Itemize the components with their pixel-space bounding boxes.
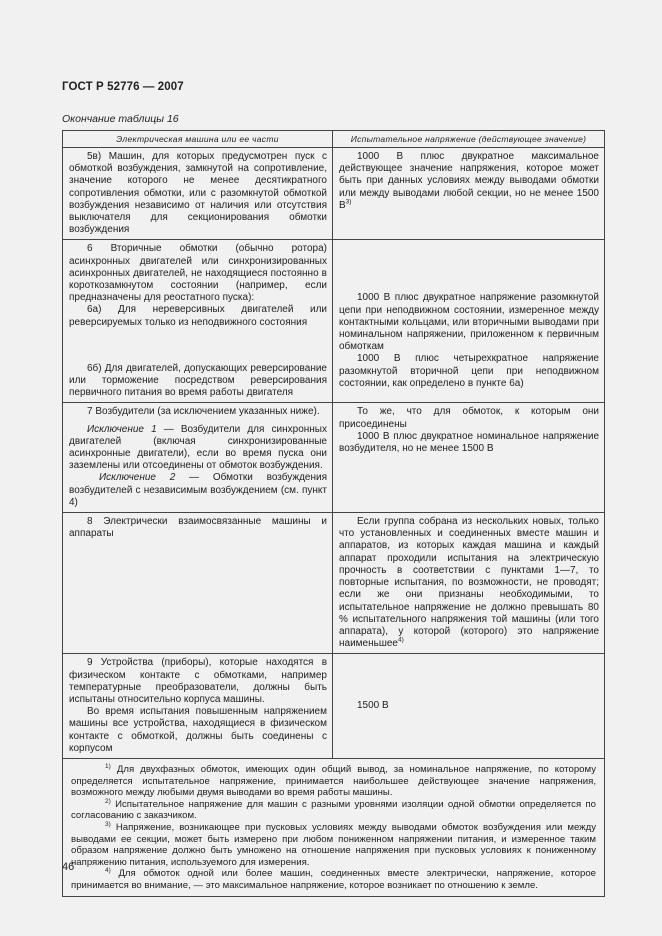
page-number: 46 (62, 861, 75, 873)
column-header-machine: Электрическая машина или ее части (63, 131, 333, 148)
footnote-ref: 4) (397, 636, 404, 644)
table-row (63, 513, 605, 654)
row-6b-machine: 6б) Для двигателей, допускающих реверсирование или торможение посредством реверсирования первичного питания во время работы двигателя (69, 362, 327, 399)
document-header: ГОСТ Р 52776 — 2007 (62, 81, 184, 93)
row-9-machine: 9 Устройства (приборы), которые находятся в физическом контакте с обмотками, например температурные преобразователи, должны быть испытаны относительно корпуса машины. (69, 657, 327, 705)
row-9-voltage: 1500 В (357, 700, 389, 712)
column-header-voltage: Испытательное напряжение (действующее значение) (333, 131, 605, 148)
footnotes-row (63, 758, 605, 897)
row-9-machine-b: Во время испытания повышенным напряжением машины все устройства, находящиеся в физическом контакте с обмоткой, должны быть соединены с корпусом (69, 706, 327, 754)
row-7-machine: 7 Возбудители (за исключением указанных ниже). (87, 406, 320, 418)
footnote-ref: 3) (345, 198, 352, 206)
row-7-voltage-b: 1000 В плюс двукратное номинальное напряжение возбудителя, но не менее 1500 В (339, 430, 599, 455)
row-6a-machine: 6а) Для нереверсивных двигателей или реверсируемых только из неподвижного состояния (69, 304, 327, 328)
footnote-3: $^{3)}$ Напряжение, возникающее при пусковых условиях между выводами обмоток возбуждения или между выводами ее секции, может быть измерено при любом пониженном напряжении питания, и измеренное таким образом напряжение должно быть умножено на отношение напряжения при пусковых условиях к пониженному напряжению питания, используемого для измерения. (71, 820, 596, 868)
table-caption: Окончание таблицы 16 (62, 113, 179, 125)
table-header-row (63, 131, 605, 148)
row-7-exception-2: Исключение 2 — Обмотки возбуждения возбудителей с независимым возбуждением (см. пункт 4) (69, 472, 327, 508)
footnote-4: $^{4)}$ Для обмоток одной или более машин, соединенных вместе электрически, напряжение, которое принимается во внимание, — это максимальное напряжение, которое возникает по отношению к земле. (71, 867, 596, 891)
row-6-machine: 6 Вторичные обмотки (обычно ротора) асинхронных двигателей или синхронизированных асинхронных двигателей, не находящиеся постоянно в короткозамкнутом состоянии (например, если предназначены для реостатного пуска): (69, 243, 327, 304)
table-row (63, 148, 605, 240)
test-voltage-table (62, 130, 605, 897)
footnote-2: $^{2)}$ Испытательное напряжение для машин с разными уровнями изоляции одной обмотки определяется по согласованию с заказчиком. (71, 797, 596, 822)
footnote-1: $^{1)}$ Для двухфазных обмоток, имеющих один общий вывод, за номинальное напряжение, по которому определяется испытательное напряжение, принимается наибольшее действующее значение напряжения, возможного между любыми двумя выводами во время работы машины. (71, 762, 596, 799)
row-8-voltage: Если группа собрана из нескольких новых, только что установленных и соединенных вместе машин и аппаратов, из которых каждая машина и каждый аппарат проходили испытания на электрическую прочность в соответствии с пунктами 1—7, то повторные испытания, по возможности, не проводят; если же они признаны необходимыми, то испытательное напряжение не должно превышать 80 % испытательного напряжения той машины (или того аппарата), у которой (которого) это напряжение наименьшее$^{4)}$ (339, 516, 599, 650)
row-5v-machine: 5в) Машин, для которых предусмотрен пуск с обмоткой возбуждения, замкнутой на сопротивление, значение которого не менее десятикратного сопротивления обмотки, или с разомкнутой обмоткой возбуждения независимо от наличия или отсутствия выключателя для секционирования обмотки возбуждения (69, 151, 327, 236)
table-row (63, 240, 605, 403)
row-7-voltage-a: То же, что для обмоток, к которым они присоединены (339, 406, 599, 430)
row-5v-voltage: 1000 В плюс двукратное максимальное действующее значение напряжения, которое может быть при данных условиях между выводами обмотки или между выводами любой секции, но не менее 1500 $В^{3)}$ (339, 151, 599, 211)
table-row (63, 403, 605, 513)
table-row (63, 654, 605, 759)
row-6b-voltage: 1000 В плюс четырехкратное напряжение разомкнутой вторичной цепи при неподвижном состоянии, как определено в пункте 6а) (339, 353, 599, 389)
row-6a-voltage: 1000 В плюс двукратное напряжение разомкнутой цепи при неподвижном состоянии, измеренное между контактными кольцами, или вторичными выводами при номинальном напряжении, приложенном к первичным обмоткам (339, 292, 599, 353)
row-8-machine: 8 Электрически взаимосвязанные машины и аппараты (69, 516, 327, 540)
row-7-exception-1: Исключение 1 — Возбудители для синхронных двигателей (включая синхронизированные асинхронные двигатели), если во время пуска они заземлены или отсоединены от обмоток возбуждения. (69, 423, 327, 472)
